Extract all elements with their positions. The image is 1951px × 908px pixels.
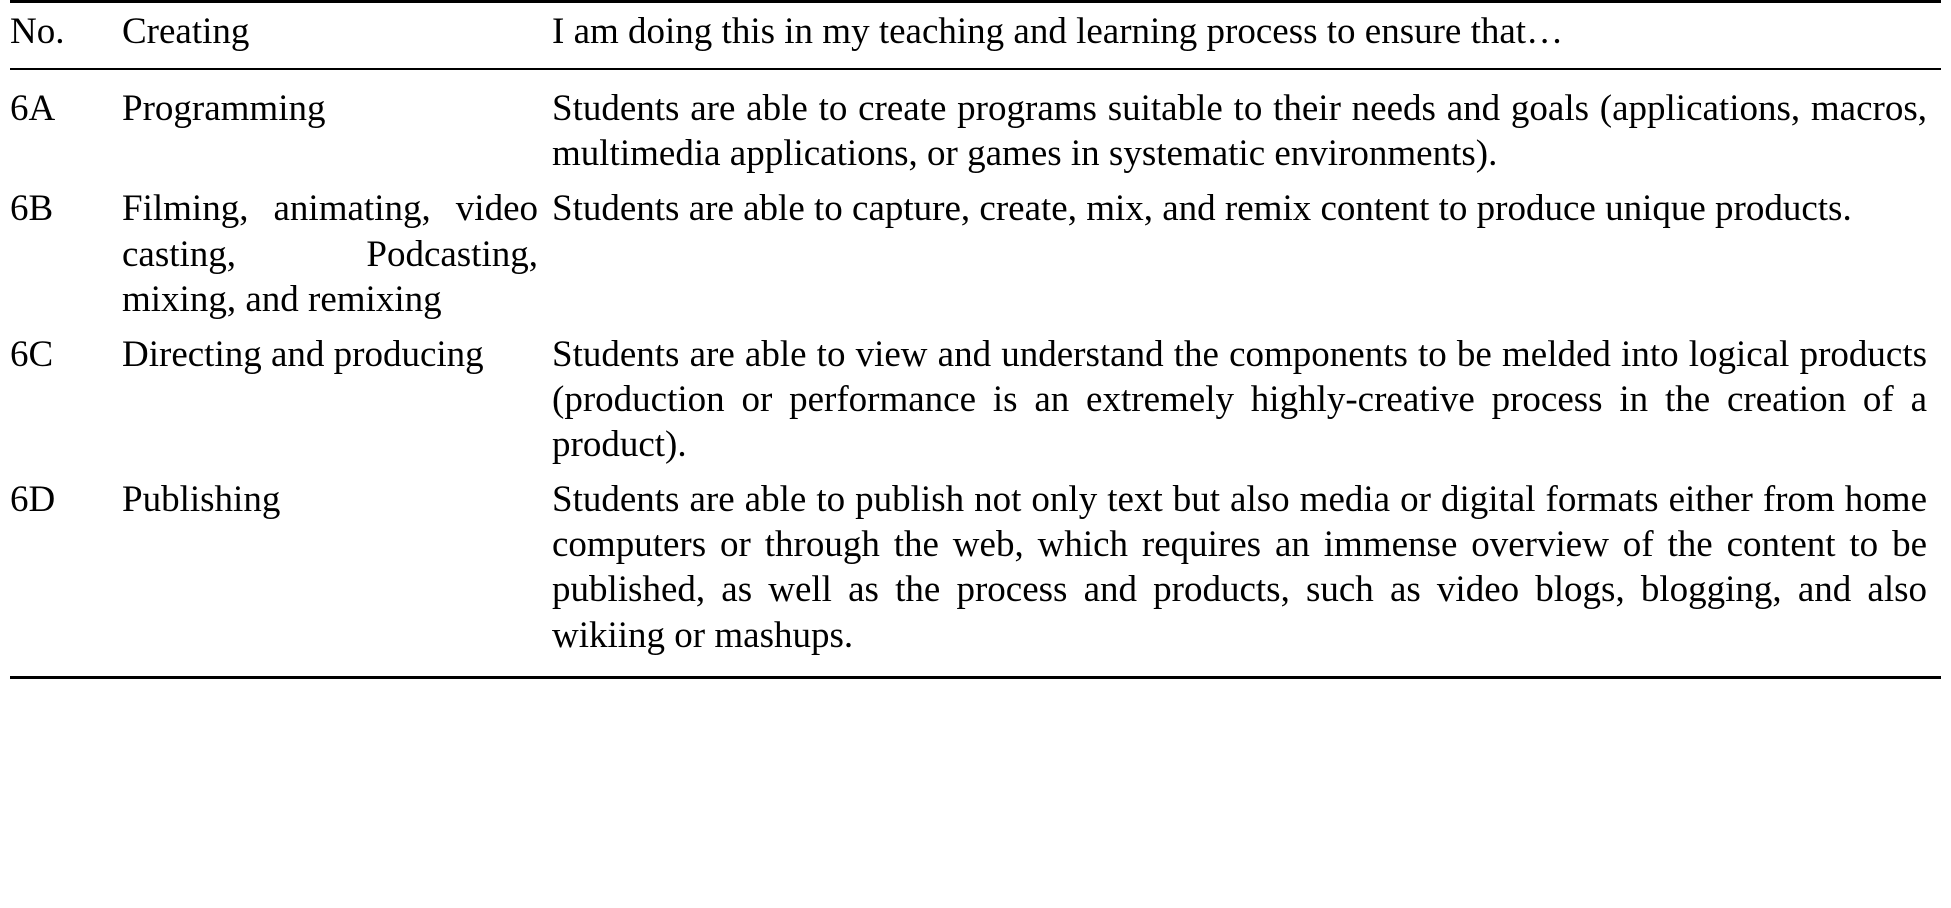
row-category: Directing and producing <box>122 333 484 375</box>
row-category: Programming <box>122 88 326 130</box>
table-bottom-rule <box>10 676 1941 679</box>
row-category: Filming, animating, video casting, Podcasting, mixing, and remixing <box>122 188 538 320</box>
table-row <box>10 471 1941 676</box>
row-description: Students are able to capture, create, mix, and remix content to produce unique products. <box>552 188 1852 230</box>
row-category: Publishing <box>122 479 281 521</box>
table-header-row <box>10 2 1941 70</box>
column-header-creating: Creating <box>122 2 552 70</box>
row-description: Students are able to publish not only text but also media or digital formats either from home computers or through the web, which requires an immense overview of the content to be published, as well as the process and products, such as video blogs, blogging, and also wikiing or mashups. <box>552 479 1927 656</box>
row-no: 6C <box>10 333 54 375</box>
column-header-description: I am doing this in my teaching and learning process to ensure that… <box>552 2 1941 70</box>
table-row <box>10 69 1941 180</box>
row-no: 6A <box>10 88 56 130</box>
table-body <box>10 69 1941 676</box>
row-description: Students are able to create programs suitable to their needs and goals (applications, macros, multimedia applications, or games in systematic environments). <box>552 88 1927 175</box>
table-row <box>10 326 1941 471</box>
creating-taxonomy-table <box>10 0 1941 676</box>
table-header <box>10 2 1941 70</box>
row-no: 6B <box>10 188 54 230</box>
row-description: Students are able to view and understand the components to be melded into logical products (production or performance is an extremely highly-creative process in the creation of a product). <box>552 333 1927 465</box>
row-no: 6D <box>10 479 56 521</box>
table-row <box>10 180 1941 325</box>
column-header-no: No. <box>10 2 122 70</box>
